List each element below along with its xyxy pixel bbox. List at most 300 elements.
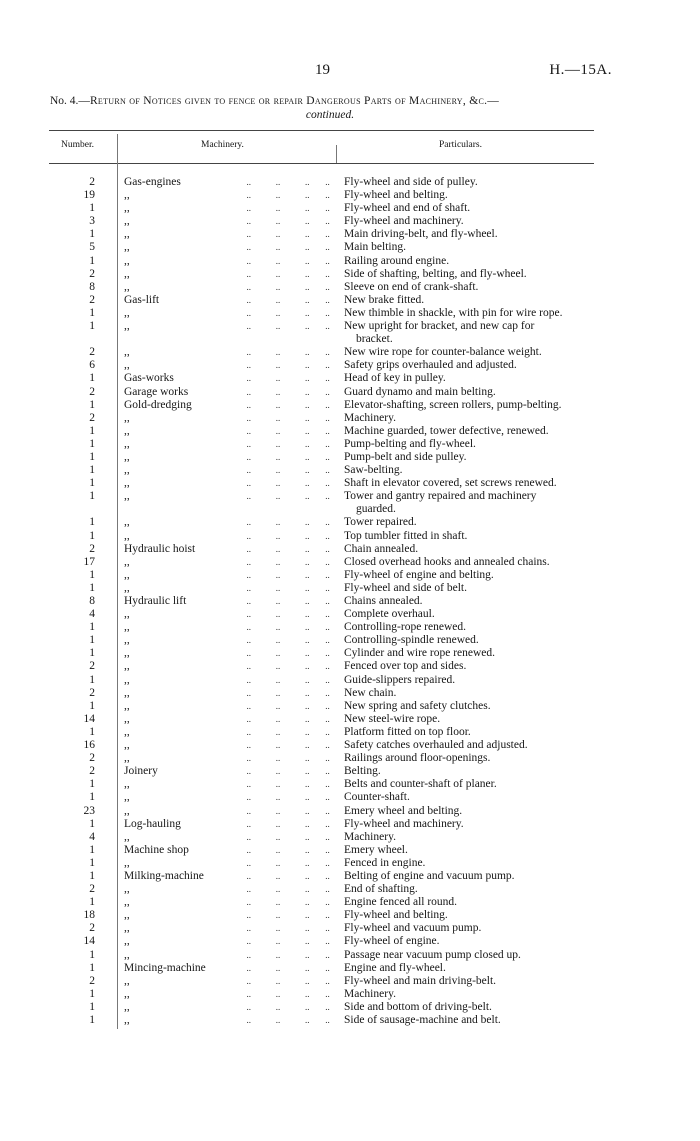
row-particulars	[344, 713, 592, 726]
particulars-text: Fly-wheel and belting.	[344, 189, 448, 202]
row-number: 1	[89, 424, 95, 437]
row-machinery: ,,	[124, 411, 130, 424]
row-particulars	[344, 582, 592, 595]
row-number: 2	[89, 686, 95, 699]
table-row	[49, 176, 594, 189]
table-row	[49, 241, 594, 254]
particulars-text: Safety grips overhauled and adjusted.	[344, 359, 517, 372]
row-number: 3	[89, 215, 95, 228]
row-particulars	[344, 189, 592, 202]
row-machinery: Joinery	[124, 765, 158, 778]
particulars-text: New wire rope for counter-balance weight.	[344, 346, 542, 359]
particulars-text: Cylinder and wire rope renewed.	[344, 647, 496, 660]
leader-dots: .. .. .. ..	[224, 844, 330, 855]
table-row	[49, 752, 594, 765]
leader-dots: .. .. .. ..	[224, 609, 330, 620]
header-particulars: Particulars.	[439, 140, 483, 150]
leader-dots: .. .. .. ..	[224, 307, 330, 318]
row-machinery: ,,	[124, 634, 130, 647]
particulars-text: Guard dynamo and main belting.	[344, 385, 496, 398]
row-number: 1	[89, 1014, 95, 1026]
title-continued: continued.	[305, 109, 355, 121]
table-row	[49, 1001, 594, 1014]
row-machinery: ,,	[124, 660, 130, 673]
particulars-text: Fenced over top and sides.	[344, 660, 467, 673]
particulars-text: New thimble in shackle, with pin for wire rope.	[344, 306, 563, 319]
row-machinery: Gas-lift	[124, 293, 160, 306]
row-particulars	[344, 281, 592, 294]
row-number: 2	[89, 411, 95, 424]
row-number: 1	[89, 1000, 95, 1013]
row-number: 1	[89, 647, 95, 660]
row-particulars	[344, 228, 592, 241]
table-row	[49, 595, 594, 608]
row-particulars	[344, 739, 592, 752]
row-number: 17	[83, 555, 95, 568]
row-machinery: ,,	[124, 529, 130, 542]
row-machinery: ,,	[124, 778, 130, 791]
table-row	[49, 464, 594, 477]
row-number: 1	[89, 490, 95, 503]
row-machinery: ,,	[124, 791, 130, 804]
leader-dots: .. .. .. ..	[224, 281, 330, 292]
table-row	[49, 530, 594, 543]
row-particulars	[344, 464, 592, 477]
table-row	[49, 975, 594, 988]
row-machinery: ,,	[124, 437, 130, 450]
table-row	[49, 516, 594, 529]
row-particulars	[344, 988, 592, 1001]
row-number: 1	[89, 529, 95, 542]
particulars-text: New upright for bracket, and new cap for	[344, 320, 535, 333]
particulars-text: Engine fenced all round.	[344, 896, 458, 909]
row-particulars	[344, 1014, 592, 1027]
row-number: 1	[89, 306, 95, 319]
particulars-text: Shaft in elevator covered, set screws renewed.	[344, 477, 557, 490]
row-particulars	[344, 962, 592, 975]
leader-dots: .. .. .. ..	[224, 936, 330, 947]
row-machinery: ,,	[124, 555, 130, 568]
leader-dots: .. .. .. ..	[224, 190, 330, 201]
particulars-text: New brake fitted.	[344, 293, 425, 306]
leader-dots: .. .. .. ..	[224, 988, 330, 999]
leader-dots: .. .. .. ..	[224, 857, 330, 868]
particulars-text: Fly-wheel and side of belt.	[344, 581, 467, 594]
leader-dots: .. .. .. ..	[224, 975, 330, 986]
leader-dots: .. .. .. ..	[224, 713, 330, 724]
row-machinery: ,,	[124, 215, 130, 228]
particulars-text: Side and bottom of driving-belt.	[344, 1000, 492, 1013]
row-particulars	[344, 268, 592, 281]
header-machinery: Machinery.	[201, 140, 244, 150]
table-row	[49, 634, 594, 647]
leader-dots: .. .. .. ..	[224, 792, 330, 803]
row-number: 2	[89, 267, 95, 280]
particulars-text: Head of key in pulley.	[344, 372, 446, 385]
row-particulars	[344, 386, 592, 399]
row-particulars	[344, 778, 592, 791]
leader-dots: .. .. .. ..	[224, 360, 330, 371]
particulars-text: Machinery.	[344, 830, 396, 843]
particulars-text: Passage near vacuum pump closed up.	[344, 948, 521, 961]
particulars-text: Machinery.	[344, 411, 396, 424]
row-particulars	[344, 883, 592, 896]
row-particulars	[344, 202, 592, 215]
row-particulars	[344, 660, 592, 673]
particulars-text: New spring and safety clutches.	[344, 699, 491, 712]
row-particulars	[344, 359, 592, 372]
leader-dots: .. .. .. ..	[224, 661, 330, 672]
row-machinery: Hydraulic hoist	[124, 542, 196, 555]
leader-dots: .. .. .. ..	[224, 1001, 330, 1012]
particulars-text: Chain annealed.	[344, 542, 419, 555]
row-machinery: ,,	[124, 306, 130, 319]
table-row	[49, 805, 594, 818]
table-row	[49, 255, 594, 268]
row-number: 2	[89, 542, 95, 555]
particulars-text: Platform fitted on top floor.	[344, 725, 471, 738]
table-row	[49, 857, 594, 870]
table-row	[49, 687, 594, 700]
leader-dots: .. .. .. ..	[224, 491, 330, 502]
row-machinery: ,,	[124, 896, 130, 909]
row-machinery: ,,	[124, 804, 130, 817]
row-number: 2	[89, 293, 95, 306]
table-row	[49, 883, 594, 896]
row-machinery: ,,	[124, 699, 130, 712]
particulars-text: Fly-wheel and side of pulley.	[344, 176, 478, 188]
table-row	[49, 791, 594, 804]
particulars-text: Railing around engine.	[344, 254, 450, 267]
row-machinery: ,,	[124, 686, 130, 699]
row-number: 2	[89, 752, 95, 765]
header-bottom-rule	[49, 163, 594, 164]
row-number: 18	[83, 909, 95, 922]
row-particulars	[344, 372, 592, 385]
table-row	[49, 268, 594, 281]
row-particulars	[344, 608, 592, 621]
row-number: 1	[89, 896, 95, 909]
particulars-text: Counter-shaft.	[344, 791, 410, 804]
row-machinery: ,,	[124, 948, 130, 961]
leader-dots: .. .. .. ..	[224, 622, 330, 633]
leader-dots: .. .. .. ..	[224, 582, 330, 593]
leader-dots: .. .. .. ..	[224, 530, 330, 541]
table-row	[49, 399, 594, 412]
particulars-text: Fenced in engine.	[344, 856, 426, 869]
table-row	[49, 674, 594, 687]
row-particulars	[344, 1001, 592, 1014]
row-number: 1	[89, 621, 95, 634]
table-row	[49, 215, 594, 228]
table-row	[49, 608, 594, 621]
particulars-text: Main driving-belt, and fly-wheel.	[344, 228, 498, 241]
table-row	[49, 425, 594, 438]
leader-dots: .. .. .. ..	[224, 1015, 330, 1025]
table-row	[49, 451, 594, 464]
table-row	[49, 490, 594, 516]
row-particulars	[344, 530, 592, 543]
row-machinery: ,,	[124, 228, 130, 241]
table-row	[49, 844, 594, 857]
particulars-text: Fly-wheel and machinery.	[344, 817, 464, 830]
row-machinery: ,,	[124, 909, 130, 922]
particulars-text: Saw-belting.	[344, 464, 403, 477]
row-number: 1	[89, 516, 95, 529]
table-row	[49, 228, 594, 241]
particulars-text: New steel-wire rope.	[344, 712, 441, 725]
row-number: 2	[89, 176, 95, 188]
row-number: 1	[89, 464, 95, 477]
row-particulars	[344, 438, 592, 451]
particulars-text: Fly-wheel of engine.	[344, 935, 440, 948]
row-machinery: Mincing-machine	[124, 961, 206, 974]
leader-dots: .. .. .. ..	[224, 321, 330, 332]
particulars-text: Emery wheel and belting.	[344, 804, 463, 817]
row-number: 1	[89, 791, 95, 804]
leader-dots: .. .. .. ..	[224, 242, 330, 253]
row-particulars	[344, 569, 592, 582]
row-machinery: Machine shop	[124, 843, 189, 856]
leader-dots: .. .. .. ..	[224, 203, 330, 214]
row-machinery: ,,	[124, 189, 130, 202]
row-number: 1	[89, 228, 95, 241]
row-number: 16	[83, 739, 95, 752]
row-particulars	[344, 595, 592, 608]
row-machinery: ,,	[124, 647, 130, 660]
table-row	[49, 922, 594, 935]
row-particulars	[344, 621, 592, 634]
row-machinery: ,,	[124, 346, 130, 359]
row-machinery: ,,	[124, 830, 130, 843]
table-row	[49, 621, 594, 634]
particulars-text: Machine guarded, tower defective, renewed.	[344, 424, 549, 437]
leader-dots: .. .. .. ..	[224, 451, 330, 462]
row-particulars	[344, 896, 592, 909]
row-machinery: ,,	[124, 450, 130, 463]
row-number: 1	[89, 437, 95, 450]
row-machinery: ,,	[124, 477, 130, 490]
row-machinery: ,,	[124, 1014, 130, 1026]
table-row	[49, 647, 594, 660]
table-row	[49, 818, 594, 831]
leader-dots: .. .. .. ..	[224, 255, 330, 266]
row-number: 1	[89, 581, 95, 594]
row-particulars	[344, 399, 592, 412]
row-machinery: ,,	[124, 883, 130, 896]
table-row	[49, 281, 594, 294]
row-particulars	[344, 320, 592, 346]
particulars-text: Pump-belt and side pulley.	[344, 450, 467, 463]
row-particulars	[344, 294, 592, 307]
header-top-rule	[49, 130, 594, 131]
leader-dots: .. .. .. ..	[224, 831, 330, 842]
row-number: 2	[89, 922, 95, 935]
row-machinery: ,,	[124, 922, 130, 935]
row-particulars	[344, 634, 592, 647]
leader-dots: .. .. .. ..	[224, 910, 330, 921]
leader-dots: .. .. .. ..	[224, 884, 330, 895]
row-particulars	[344, 831, 592, 844]
row-machinery: Garage works	[124, 385, 189, 398]
row-machinery: ,,	[124, 608, 130, 621]
particulars-text: Fly-wheel and main driving-belt.	[344, 974, 497, 987]
row-number: 1	[89, 202, 95, 215]
table-row	[49, 359, 594, 372]
table-row	[49, 320, 594, 346]
leader-dots: .. .. .. ..	[224, 766, 330, 777]
table-title	[50, 95, 610, 108]
row-machinery: ,,	[124, 267, 130, 280]
row-number: 19	[83, 189, 95, 202]
row-machinery: ,,	[124, 987, 130, 1000]
leader-dots: .. .. .. ..	[224, 438, 330, 449]
leader-dots: .. .. .. ..	[224, 268, 330, 279]
row-machinery: Milking-machine	[124, 869, 204, 882]
leader-dots: .. .. .. ..	[224, 294, 330, 305]
particulars-text: Fly-wheel of engine and belting.	[344, 568, 494, 581]
row-machinery: ,,	[124, 568, 130, 581]
row-machinery: ,,	[124, 280, 130, 293]
row-machinery: Gas-engines	[124, 176, 181, 188]
row-number: 1	[89, 568, 95, 581]
row-particulars	[344, 687, 592, 700]
row-particulars	[344, 922, 592, 935]
row-machinery: ,,	[124, 935, 130, 948]
table-row	[49, 778, 594, 791]
table-row	[49, 543, 594, 556]
row-particulars	[344, 176, 592, 189]
row-number: 14	[83, 935, 95, 948]
row-number: 1	[89, 450, 95, 463]
particulars-text: Fly-wheel and vacuum pump.	[344, 922, 482, 935]
row-particulars	[344, 844, 592, 857]
leader-dots: .. .. .. ..	[224, 347, 330, 358]
particulars-text: Pump-belting and fly-wheel.	[344, 437, 476, 450]
table-row	[49, 346, 594, 359]
row-particulars	[344, 818, 592, 831]
particulars-text: Main belting.	[344, 241, 406, 254]
leader-dots: .. .. .. ..	[224, 556, 330, 567]
row-machinery: Gold-dredging	[124, 398, 192, 411]
row-particulars	[344, 935, 592, 948]
row-particulars	[344, 674, 592, 687]
row-number: 1	[89, 961, 95, 974]
leader-dots: .. .. .. ..	[224, 674, 330, 685]
row-number: 1	[89, 843, 95, 856]
column-divider-particulars-head	[336, 145, 337, 163]
row-particulars	[344, 215, 592, 228]
row-number: 1	[89, 398, 95, 411]
row-particulars	[344, 949, 592, 962]
row-particulars	[344, 805, 592, 818]
row-machinery: ,,	[124, 581, 130, 594]
row-particulars	[344, 490, 592, 516]
particulars-text: Fly-wheel and machinery.	[344, 215, 464, 228]
table-row	[49, 962, 594, 975]
leader-dots: .. .. .. ..	[224, 373, 330, 384]
row-number: 4	[89, 830, 95, 843]
particulars-text: New chain.	[344, 686, 397, 699]
row-particulars	[344, 346, 592, 359]
particulars-continuation: bracket.	[356, 333, 393, 346]
leader-dots: .. .. .. ..	[224, 818, 330, 829]
row-particulars	[344, 556, 592, 569]
leader-dots: .. .. .. ..	[224, 897, 330, 908]
row-particulars	[344, 412, 592, 425]
particulars-text: Fly-wheel and belting.	[344, 909, 448, 922]
row-machinery: ,,	[124, 621, 130, 634]
particulars-text: Engine and fly-wheel.	[344, 961, 446, 974]
row-machinery: ,,	[124, 359, 130, 372]
row-particulars	[344, 791, 592, 804]
row-particulars	[344, 307, 592, 320]
table-row	[49, 765, 594, 778]
table-row	[49, 556, 594, 569]
row-number: 14	[83, 712, 95, 725]
leader-dots: .. .. .. ..	[224, 635, 330, 646]
particulars-text: Tower and gantry repaired and machinery	[344, 490, 537, 503]
row-number: 1	[89, 673, 95, 686]
table-row	[49, 739, 594, 752]
row-particulars	[344, 726, 592, 739]
leader-dots: .. .. .. ..	[224, 753, 330, 764]
row-number: 1	[89, 856, 95, 869]
table-row	[49, 909, 594, 922]
particulars-text: Belts and counter-shaft of planer.	[344, 778, 497, 791]
row-number: 1	[89, 699, 95, 712]
particulars-text: Belting of engine and vacuum pump.	[344, 869, 515, 882]
row-number: 1	[89, 477, 95, 490]
leader-dots: .. .. .. ..	[224, 386, 330, 397]
row-machinery: Log-hauling	[124, 817, 181, 830]
row-machinery: ,,	[124, 752, 130, 765]
table-row	[49, 700, 594, 713]
particulars-text: Side of sausage-machine and belt.	[344, 1014, 501, 1026]
row-machinery: Gas-works	[124, 372, 174, 385]
row-machinery: ,,	[124, 241, 130, 254]
row-particulars	[344, 700, 592, 713]
particulars-text: Railings around floor-openings.	[344, 752, 491, 765]
title-prefix: No. 4.—	[50, 95, 90, 107]
table-row	[49, 189, 594, 202]
particulars-text: Closed overhead hooks and annealed chains.	[344, 555, 550, 568]
table-row	[49, 372, 594, 385]
row-machinery: ,,	[124, 974, 130, 987]
table-row	[49, 477, 594, 490]
leader-dots: .. .. .. ..	[224, 648, 330, 659]
row-number: 23	[83, 804, 95, 817]
row-machinery: ,,	[124, 673, 130, 686]
row-particulars	[344, 975, 592, 988]
row-number: 1	[89, 778, 95, 791]
parliamentary-reference: H.—15A.	[549, 62, 612, 78]
row-number: 5	[89, 241, 95, 254]
row-particulars	[344, 857, 592, 870]
row-machinery: ,,	[124, 516, 130, 529]
leader-dots: .. .. .. ..	[224, 478, 330, 489]
row-machinery: Hydraulic lift	[124, 595, 187, 607]
row-particulars	[344, 425, 592, 438]
leader-dots: .. .. .. ..	[224, 726, 330, 737]
row-number: 1	[89, 372, 95, 385]
row-number: 6	[89, 359, 95, 372]
table-row	[49, 988, 594, 1001]
particulars-text: Belting.	[344, 765, 381, 778]
leader-dots: .. .. .. ..	[224, 569, 330, 580]
row-number: 1	[89, 320, 95, 333]
leader-dots: .. .. .. ..	[224, 412, 330, 423]
